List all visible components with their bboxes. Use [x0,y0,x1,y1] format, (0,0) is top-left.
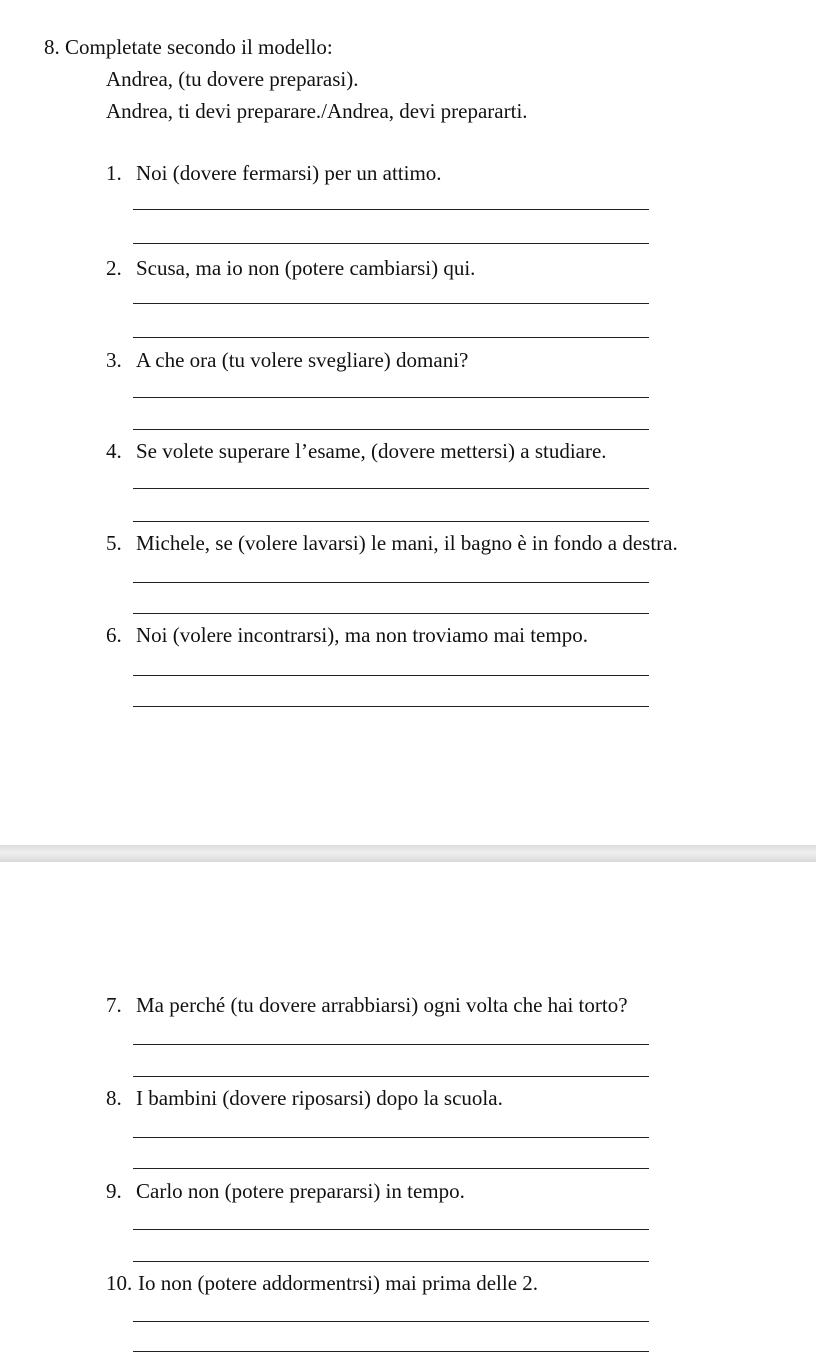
answer-line[interactable] [133,303,649,304]
answer-line[interactable] [133,337,649,338]
item-text: Noi (volere incontrarsi), ma non troviamo mai tempo. [136,623,588,647]
answer-line[interactable] [133,397,649,398]
answer-line[interactable] [133,429,649,430]
item-text: A che ora (tu volere svegliare) domani? [136,348,469,372]
item-text: Carlo non (potere prepararsi) in tempo. [136,1179,465,1203]
exercise-heading [44,34,333,60]
item-number: 3. [106,348,122,372]
answer-line[interactable] [133,1321,649,1322]
item-number: 9. [106,1179,122,1203]
answer-line[interactable] [133,521,649,522]
item-number: 1. [106,161,122,185]
answer-line[interactable] [133,243,649,244]
item-text: Scusa, ma io non (potere cambiarsi) qui. [136,256,476,280]
answer-line[interactable] [133,1261,649,1262]
item-text: Noi (dovere fermarsi) per un attimo. [136,161,442,185]
item-text: Io non (potere addormentrsi) mai prima delle 2. [138,1271,539,1295]
worksheet-page-2 [0,862,816,1357]
exercise-instruction: Completate secondo il modello: [65,35,333,59]
answer-line[interactable] [133,1351,649,1352]
item-number: 8. [106,1086,122,1110]
model-answer: Andrea, ti devi preparare./Andrea, devi prepararti. [106,99,528,123]
item-text: Ma perché (tu dovere arrabbiarsi) ogni volta che hai torto? [136,993,628,1017]
answer-line[interactable] [133,488,649,489]
answer-line[interactable] [133,1137,649,1138]
answer-line[interactable] [133,706,649,707]
answer-line[interactable] [133,613,649,614]
answer-line[interactable] [133,1076,649,1077]
item-number: 6. [106,623,122,647]
item-number: 7. [106,993,122,1017]
page-separator [0,845,816,862]
item-number: 4. [106,439,122,463]
answer-line[interactable] [133,1044,649,1045]
item-text: Se volete superare l’esame, (dovere mettersi) a studiare. [136,439,607,463]
item-text: Michele, se (volere lavarsi) le mani, il bagno è in fondo a destra. [136,531,678,555]
item-number: 2. [106,256,122,280]
exercise-number: 8. [44,35,60,59]
answer-line[interactable] [133,675,649,676]
answer-line[interactable] [133,582,649,583]
answer-line[interactable] [133,1168,649,1169]
answer-line[interactable] [133,209,649,210]
item-text: I bambini (dovere riposarsi) dopo la scuola. [136,1086,503,1110]
item-number: 10. [106,1271,133,1295]
answer-line[interactable] [133,1229,649,1230]
item-number: 5. [106,531,122,555]
model-prompt: Andrea, (tu dovere preparasi). [106,67,359,91]
